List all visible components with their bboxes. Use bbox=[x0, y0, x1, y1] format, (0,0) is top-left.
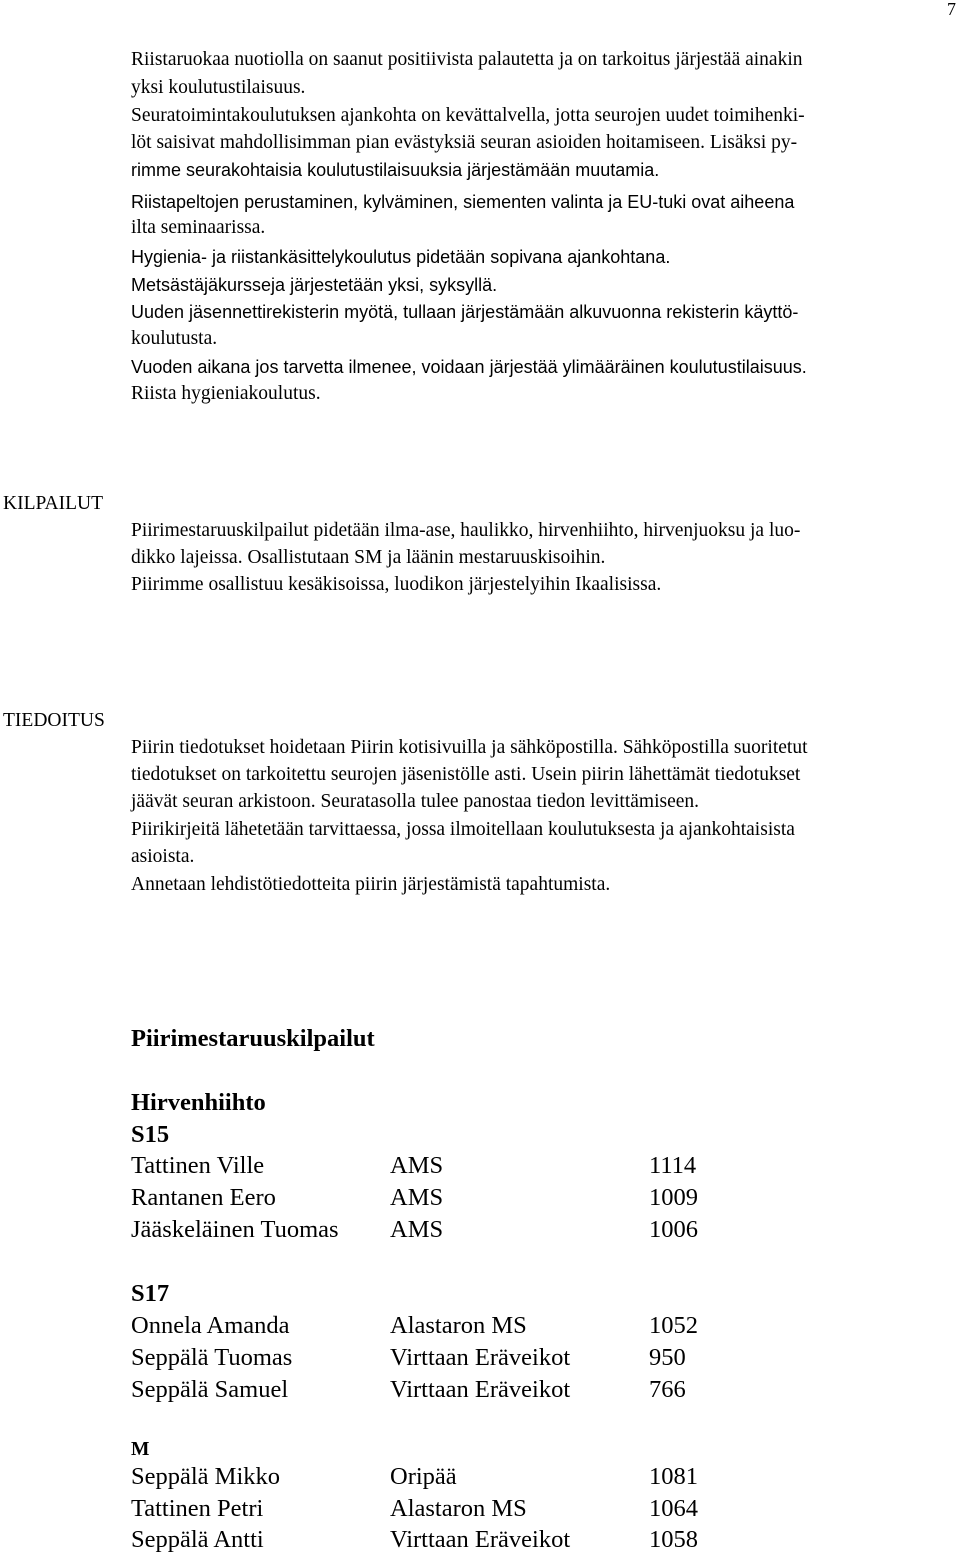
text-line: ilta seminaarissa. bbox=[131, 217, 266, 238]
result-club: AMS bbox=[390, 1216, 444, 1243]
text-line: Riistaruokaa nuotiolla on saanut positiivista palautetta ja on tarkoitus järjestää ainakin bbox=[131, 49, 803, 70]
result-name: Seppälä Mikko bbox=[131, 1463, 281, 1490]
text-line: Piirin tiedotukset hoidetaan Piirin kotisivuilla ja sähköpostilla. Sähköpostilla suoritetut bbox=[131, 737, 808, 758]
result-club: Virttaan Eräveikot bbox=[390, 1344, 571, 1371]
result-name: Rantanen Eero bbox=[131, 1184, 276, 1211]
result-club: Virttaan Eräveikot bbox=[390, 1526, 571, 1553]
text-line: koulutusta. bbox=[131, 328, 218, 349]
result-club: AMS bbox=[390, 1152, 444, 1179]
result-score: 1052 bbox=[649, 1312, 698, 1339]
result-name: Jääskeläinen Tuomas bbox=[131, 1216, 339, 1243]
result-club: Alastaron MS bbox=[390, 1312, 527, 1339]
text-line: Piirimestaruuskilpailut pidetään ilma-ase, haulikko, hirvenhiihto, hirvenjuoksu ja luo- bbox=[131, 520, 801, 541]
text-line: Annetaan lehdistötiedotteita piirin järjestämistä tapahtumista. bbox=[131, 874, 611, 895]
result-score: 1081 bbox=[649, 1463, 698, 1490]
result-score: 1009 bbox=[649, 1184, 698, 1211]
text-line: Riista hygieniakoulutus. bbox=[131, 383, 321, 404]
text-line: tiedotukset on tarkoitettu seurojen jäsenistölle asti. Usein piirin lähettämät tiedotukset bbox=[131, 764, 801, 785]
page-number: 7 bbox=[947, 0, 956, 19]
result-club: Alastaron MS bbox=[390, 1495, 527, 1522]
text-line: yksi koulutustilaisuus. bbox=[131, 77, 306, 98]
result-score: 1114 bbox=[649, 1152, 697, 1179]
result-club: AMS bbox=[390, 1184, 444, 1211]
group-title: S17 bbox=[131, 1280, 170, 1307]
text-line: rimme seurakohtaisia koulutustilaisuuksia järjestämään muutamia. bbox=[131, 160, 660, 180]
text-line: löt saisivat mahdollisimman pian evästyksiä seuran asioiden hoitamiseen. Lisäksi py- bbox=[131, 132, 798, 153]
result-club: Oripää bbox=[390, 1463, 457, 1490]
text-line: Hygienia- ja riistankäsittelykoulutus pidetään sopivana ajankohtana. bbox=[131, 247, 671, 267]
group-title: S15 bbox=[131, 1121, 170, 1148]
event-title: Hirvenhiihto bbox=[131, 1089, 266, 1116]
result-name: Seppälä Antti bbox=[131, 1526, 264, 1553]
group-title: M bbox=[131, 1439, 150, 1460]
result-score: 1064 bbox=[649, 1495, 698, 1522]
result-name: Tattinen Petri bbox=[131, 1495, 264, 1522]
result-score: 766 bbox=[649, 1376, 686, 1403]
text-line: dikko lajeissa. Osallistutaan SM ja läänin mestaruuskisoihin. bbox=[131, 547, 606, 568]
text-line: Riistapeltojen perustaminen, kylväminen, siementen valinta ja EU-tuki ovat aiheena bbox=[131, 192, 795, 212]
results-title: Piirimestaruuskilpailut bbox=[131, 1025, 375, 1052]
result-score: 1006 bbox=[649, 1216, 698, 1243]
result-name: Onnela Amanda bbox=[131, 1312, 290, 1339]
text-line: Seuratoimintakoulutuksen ajankohta on kevättalvella, jotta seurojen uudet toimihenki- bbox=[131, 105, 805, 126]
result-name: Tattinen Ville bbox=[131, 1152, 265, 1179]
text-line: Piirikirjeitä lähetetään tarvittaessa, jossa ilmoitellaan koulutuksesta ja ajankohtaisista bbox=[131, 819, 795, 840]
text-line: asioista. bbox=[131, 846, 195, 867]
result-name: Seppälä Tuomas bbox=[131, 1344, 293, 1371]
section-heading-kilpailut: KILPAILUT bbox=[3, 493, 104, 514]
result-score: 950 bbox=[649, 1344, 686, 1371]
text-line: Uuden jäsennettirekisterin myötä, tullaan järjestämään alkuvuonna rekisterin käyttö- bbox=[131, 302, 799, 322]
text-line: Vuoden aikana jos tarvetta ilmenee, voidaan järjestää ylimääräinen koulutustilaisuus. bbox=[131, 357, 807, 377]
text-line: Metsästäjäkursseja järjestetään yksi, syksyllä. bbox=[131, 275, 498, 295]
result-club: Virttaan Eräveikot bbox=[390, 1376, 571, 1403]
text-line: jäävät seuran arkistoon. Seuratasolla tulee panostaa tiedon levittämiseen. bbox=[131, 791, 700, 812]
text-line: Piirimme osallistuu kesäkisoissa, luodikon järjestelyihin Ikaalisissa. bbox=[131, 574, 662, 595]
result-name: Seppälä Samuel bbox=[131, 1376, 289, 1403]
section-heading-tiedoitus: TIEDOITUS bbox=[3, 710, 105, 731]
result-score: 1058 bbox=[649, 1526, 698, 1553]
